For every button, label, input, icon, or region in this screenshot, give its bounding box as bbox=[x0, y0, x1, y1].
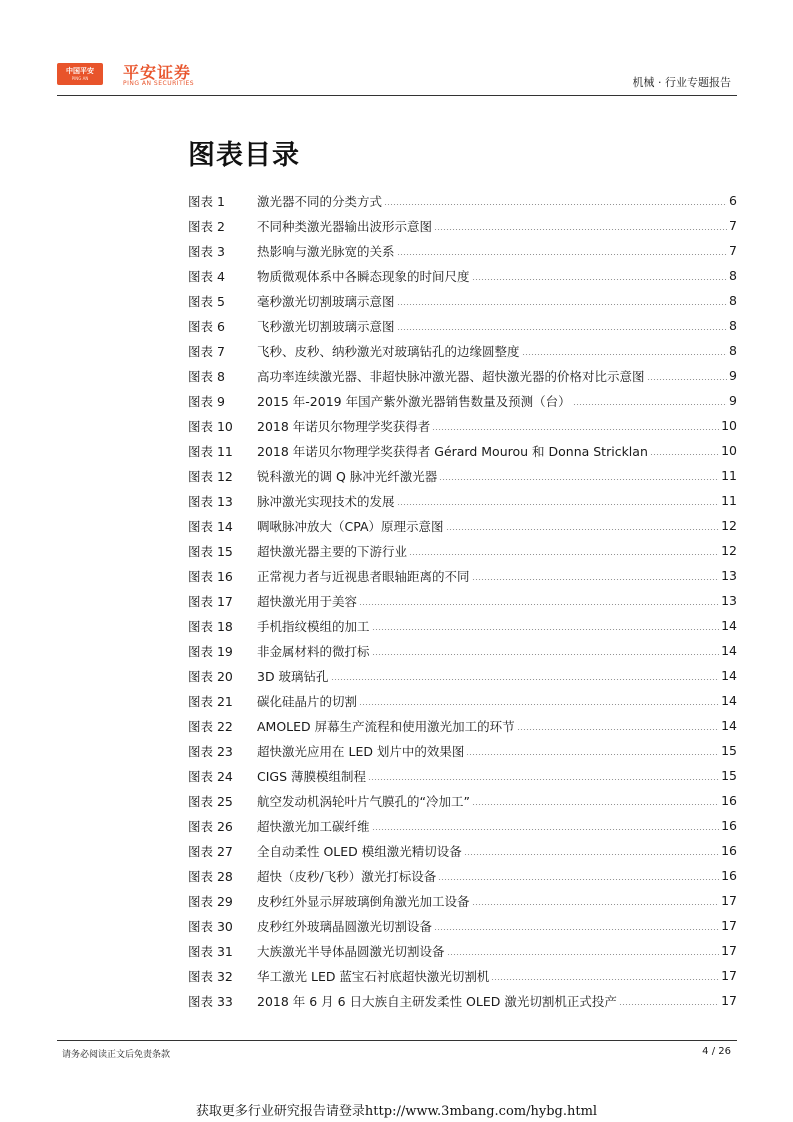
toc-dot-leader bbox=[432, 429, 719, 430]
toc-entry-page: 9 bbox=[729, 368, 737, 383]
toc-entry-title: 航空发动机涡轮叶片气膜孔的“冷加工” bbox=[257, 793, 470, 809]
toc-dot-leader bbox=[434, 929, 719, 930]
toc-entry-page: 7 bbox=[729, 243, 737, 258]
toc-entry[interactable] bbox=[188, 513, 737, 538]
toc-entry-title: 高功率连续激光器、非超快脉冲激光器、超快激光器的价格对比示意图 bbox=[257, 368, 645, 384]
toc-entry[interactable] bbox=[188, 538, 737, 563]
toc-entry-label: 图表 13 bbox=[188, 493, 233, 509]
toc-entry-page: 14 bbox=[721, 643, 737, 658]
toc-dot-leader bbox=[647, 379, 728, 380]
toc-dot-leader bbox=[397, 254, 728, 255]
toc-entry-title: 超快激光器主要的下游行业 bbox=[257, 543, 408, 559]
toc-entry-title: 非金属材料的微打标 bbox=[257, 643, 370, 659]
toc-entry-page: 13 bbox=[721, 568, 737, 583]
footer-divider bbox=[57, 1040, 737, 1041]
toc-entry-title: 超快激光用于美容 bbox=[257, 593, 358, 609]
toc-entry-title: 锐科激光的调 Q 脉冲光纤激光器 bbox=[257, 468, 438, 484]
toc-entry[interactable] bbox=[188, 838, 737, 863]
toc-entry-label: 图表 31 bbox=[188, 943, 233, 959]
toc-entry[interactable] bbox=[188, 213, 737, 238]
toc-entry-title: 大族激光半导体晶圆激光切割设备 bbox=[257, 943, 445, 959]
toc-entry-page: 6 bbox=[729, 193, 737, 208]
toc-entry[interactable] bbox=[188, 563, 737, 588]
toc-entry[interactable] bbox=[188, 763, 737, 788]
toc-dot-leader bbox=[397, 304, 728, 305]
toc-dot-leader bbox=[397, 329, 728, 330]
toc-entry[interactable] bbox=[188, 788, 737, 813]
toc-entry-label: 图表 30 bbox=[188, 918, 233, 934]
toc-entry-label: 图表 20 bbox=[188, 668, 233, 684]
toc-entry-title: CIGS 薄膜模组制程 bbox=[257, 768, 367, 784]
toc-entry-title: 超快激光应用在 LED 划片中的效果图 bbox=[257, 743, 465, 759]
toc-entry-label: 图表 10 bbox=[188, 418, 233, 434]
toc-entry-label: 图表 27 bbox=[188, 843, 233, 859]
toc-entry-page: 9 bbox=[729, 393, 737, 408]
toc-entry-label: 图表 22 bbox=[188, 718, 233, 734]
toc-entry[interactable] bbox=[188, 713, 737, 738]
toc-dot-leader bbox=[439, 479, 719, 480]
toc-entry-title: 皮秒红外显示屏玻璃倒角激光加工设备 bbox=[257, 893, 470, 909]
toc-entry[interactable] bbox=[188, 488, 737, 513]
toc-entry[interactable] bbox=[188, 588, 737, 613]
toc-entry-label: 图表 8 bbox=[188, 368, 225, 384]
toc-dot-leader bbox=[372, 654, 720, 655]
toc-dot-leader bbox=[522, 354, 728, 355]
toc-entry[interactable] bbox=[188, 463, 737, 488]
toc-entry-page: 16 bbox=[721, 843, 737, 858]
toc-entry[interactable] bbox=[188, 613, 737, 638]
toc-entry-label: 图表 21 bbox=[188, 693, 233, 709]
toc-dot-leader bbox=[650, 454, 719, 455]
toc-entry-title: AMOLED 屏幕生产流程和使用激光加工的环节 bbox=[257, 718, 515, 734]
toc-entry-page: 10 bbox=[721, 418, 737, 433]
toc-entry-title: 毫秒激光切割玻璃示意图 bbox=[257, 293, 395, 309]
toc-entry-label: 图表 17 bbox=[188, 593, 233, 609]
toc-entry-label: 图表 29 bbox=[188, 893, 233, 909]
toc-entry[interactable] bbox=[188, 338, 737, 363]
toc-entry-page: 16 bbox=[721, 818, 737, 833]
toc-entry-label: 图表 2 bbox=[188, 218, 225, 234]
toc-entry-page: 17 bbox=[721, 893, 737, 908]
toc-entry[interactable] bbox=[188, 963, 737, 988]
toc-entry-page: 15 bbox=[721, 743, 737, 758]
page-number: 4 / 26 bbox=[702, 1046, 731, 1057]
toc-dot-leader bbox=[331, 679, 720, 680]
toc-entry-page: 15 bbox=[721, 768, 737, 783]
toc-entry-page: 14 bbox=[721, 668, 737, 683]
toc-entry-label: 图表 23 bbox=[188, 743, 233, 759]
toc-entry-title: 2018 年诺贝尔物理学奖获得者 Gérard Mourou 和 Donna Stricklan bbox=[257, 443, 648, 459]
toc-entry-label: 图表 15 bbox=[188, 543, 233, 559]
toc-entry-page: 14 bbox=[721, 718, 737, 733]
toc-entry-title: 飞秒激光切割玻璃示意图 bbox=[257, 318, 395, 334]
toc-entry-page: 14 bbox=[721, 618, 737, 633]
toc-entry-title: 超快（皮秒/飞秒）激光打标设备 bbox=[257, 868, 437, 884]
toc-entry[interactable] bbox=[188, 913, 737, 938]
toc-entry-label: 图表 12 bbox=[188, 468, 233, 484]
toc-entry-label: 图表 9 bbox=[188, 393, 225, 409]
toc-entry-page: 17 bbox=[721, 918, 737, 933]
toc-dot-leader bbox=[372, 629, 720, 630]
toc-entry-page: 16 bbox=[721, 793, 737, 808]
toc-dot-leader bbox=[372, 829, 720, 830]
toc-dot-leader bbox=[434, 229, 727, 230]
toc-dot-leader bbox=[464, 854, 719, 855]
toc-dot-leader bbox=[573, 404, 727, 405]
toc-entry-page: 7 bbox=[729, 218, 737, 233]
brand-name-en: PING AN SECURITIES bbox=[123, 80, 195, 87]
toc-entry-page: 14 bbox=[721, 693, 737, 708]
toc-entry-title: 华工激光 LED 蓝宝石衬底超快激光切割机 bbox=[257, 968, 490, 984]
toc-entry-page: 17 bbox=[721, 943, 737, 958]
toc-entry-label: 图表 26 bbox=[188, 818, 233, 834]
toc-dot-leader bbox=[359, 704, 719, 705]
logo-box-subtext: PING AN bbox=[71, 76, 89, 81]
toc-dot-leader bbox=[384, 204, 727, 205]
toc-entry[interactable] bbox=[188, 238, 737, 263]
logo-box-text: 中国平安 bbox=[66, 67, 94, 75]
figure-list bbox=[188, 188, 737, 1013]
toc-entry-title: 超快激光加工碳纤维 bbox=[257, 818, 370, 834]
toc-entry-page: 8 bbox=[729, 343, 737, 358]
toc-entry-label: 图表 7 bbox=[188, 343, 225, 359]
toc-entry-title: 3D 玻璃钻孔 bbox=[257, 668, 329, 684]
toc-entry-page: 13 bbox=[721, 593, 737, 608]
toc-entry[interactable] bbox=[188, 313, 737, 338]
toc-entry-title: 物质微观体系中各瞬态现象的时间尺度 bbox=[257, 268, 470, 284]
toc-entry[interactable] bbox=[188, 288, 737, 313]
toc-entry-label: 图表 16 bbox=[188, 568, 233, 584]
toc-entry[interactable] bbox=[188, 388, 737, 413]
toc-entry-title: 2015 年-2019 年国产紫外激光器销售数量及预测（台） bbox=[257, 393, 571, 409]
toc-entry[interactable] bbox=[188, 438, 737, 463]
toc-entry[interactable] bbox=[188, 413, 737, 438]
toc-dot-leader bbox=[472, 904, 720, 905]
toc-entry-label: 图表 28 bbox=[188, 868, 233, 884]
toc-entry-label: 图表 11 bbox=[188, 443, 233, 459]
header-divider bbox=[57, 95, 737, 96]
toc-entry-label: 图表 19 bbox=[188, 643, 233, 659]
toc-dot-leader bbox=[472, 804, 719, 805]
toc-entry-title: 啁啾脉冲放大（CPA）原理示意图 bbox=[257, 518, 444, 534]
toc-dot-leader bbox=[409, 554, 719, 555]
toc-entry-title: 碳化硅晶片的切割 bbox=[257, 693, 358, 709]
toc-entry-title: 激光器不同的分类方式 bbox=[257, 193, 383, 209]
watermark-link-text: 获取更多行业研究报告请登录http://www.3mbang.com/hybg.html bbox=[195, 1104, 598, 1119]
toc-dot-leader bbox=[517, 729, 719, 730]
toc-entry[interactable] bbox=[188, 188, 737, 213]
toc-entry-title: 全自动柔性 OLED 模组激光精切设备 bbox=[257, 843, 462, 859]
toc-entry-page: 10 bbox=[721, 443, 737, 458]
toc-dot-leader bbox=[472, 579, 720, 580]
toc-entry-page: 17 bbox=[721, 968, 737, 983]
toc-entry-page: 12 bbox=[721, 543, 737, 558]
toc-entry[interactable] bbox=[188, 688, 737, 713]
toc-entry[interactable] bbox=[188, 938, 737, 963]
toc-entry-title: 手机指纹模组的加工 bbox=[257, 618, 370, 634]
toc-dot-leader bbox=[438, 879, 719, 880]
toc-entry-title: 飞秒、皮秒、纳秒激光对玻璃钻孔的边缘圆整度 bbox=[257, 343, 520, 359]
toc-entry[interactable] bbox=[188, 363, 737, 388]
toc-heading: 图表目录 bbox=[188, 140, 300, 171]
toc-entry-page: 16 bbox=[721, 868, 737, 883]
toc-dot-leader bbox=[619, 1004, 719, 1005]
toc-entry-title: 正常视力者与近视患者眼轴距离的不同 bbox=[257, 568, 470, 584]
report-section-label: 机械 · 行业专题报告 bbox=[632, 76, 731, 89]
toc-entry-page: 11 bbox=[721, 468, 737, 483]
toc-dot-leader bbox=[491, 979, 719, 980]
toc-dot-leader bbox=[359, 604, 719, 605]
toc-entry-title: 2018 年 6 月 6 日大族自主研发柔性 OLED 激光切割机正式投产 bbox=[257, 993, 617, 1009]
toc-entry-label: 图表 25 bbox=[188, 793, 233, 809]
toc-entry-title: 不同种类激光器输出波形示意图 bbox=[257, 218, 433, 234]
toc-entry-page: 17 bbox=[721, 993, 737, 1008]
toc-entry-label: 图表 3 bbox=[188, 243, 225, 259]
toc-entry[interactable] bbox=[188, 988, 737, 1013]
toc-entry-label: 图表 18 bbox=[188, 618, 233, 634]
toc-entry-label: 图表 32 bbox=[188, 968, 233, 984]
toc-entry[interactable] bbox=[188, 813, 737, 838]
toc-entry-title: 热影响与激光脉宽的关系 bbox=[257, 243, 395, 259]
toc-dot-leader bbox=[466, 754, 719, 755]
toc-entry-label: 图表 6 bbox=[188, 318, 225, 334]
toc-entry-label: 图表 14 bbox=[188, 518, 233, 534]
toc-entry-page: 8 bbox=[729, 268, 737, 283]
toc-entry-page: 11 bbox=[721, 493, 737, 508]
toc-entry[interactable] bbox=[188, 663, 737, 688]
toc-dot-leader bbox=[368, 779, 719, 780]
toc-entry[interactable] bbox=[188, 888, 737, 913]
toc-entry-label: 图表 5 bbox=[188, 293, 225, 309]
toc-entry-label: 图表 33 bbox=[188, 993, 233, 1009]
toc-dot-leader bbox=[447, 954, 720, 955]
toc-entry[interactable] bbox=[188, 738, 737, 763]
toc-entry-label: 图表 24 bbox=[188, 768, 233, 784]
toc-dot-leader bbox=[446, 529, 720, 530]
toc-entry-title: 脉冲激光实现技术的发展 bbox=[257, 493, 395, 509]
brand-name-cn: 平安证券 bbox=[123, 63, 192, 82]
page-header bbox=[0, 0, 793, 100]
toc-entry[interactable] bbox=[188, 638, 737, 663]
footer-disclaimer: 请务必阅读正文后免责条款 bbox=[62, 1050, 171, 1060]
toc-entry-label: 图表 4 bbox=[188, 268, 225, 284]
toc-entry-page: 12 bbox=[721, 518, 737, 533]
toc-entry-title: 皮秒红外玻璃晶圆激光切割设备 bbox=[257, 918, 433, 934]
toc-entry[interactable] bbox=[188, 263, 737, 288]
toc-dot-leader bbox=[472, 279, 728, 280]
toc-entry-title: 2018 年诺贝尔物理学奖获得者 bbox=[257, 418, 431, 434]
toc-entry[interactable] bbox=[188, 863, 737, 888]
toc-dot-leader bbox=[397, 504, 720, 505]
toc-entry-page: 8 bbox=[729, 318, 737, 333]
pingan-logo bbox=[57, 63, 103, 85]
toc-entry-page: 8 bbox=[729, 293, 737, 308]
toc-entry-label: 图表 1 bbox=[188, 193, 225, 209]
